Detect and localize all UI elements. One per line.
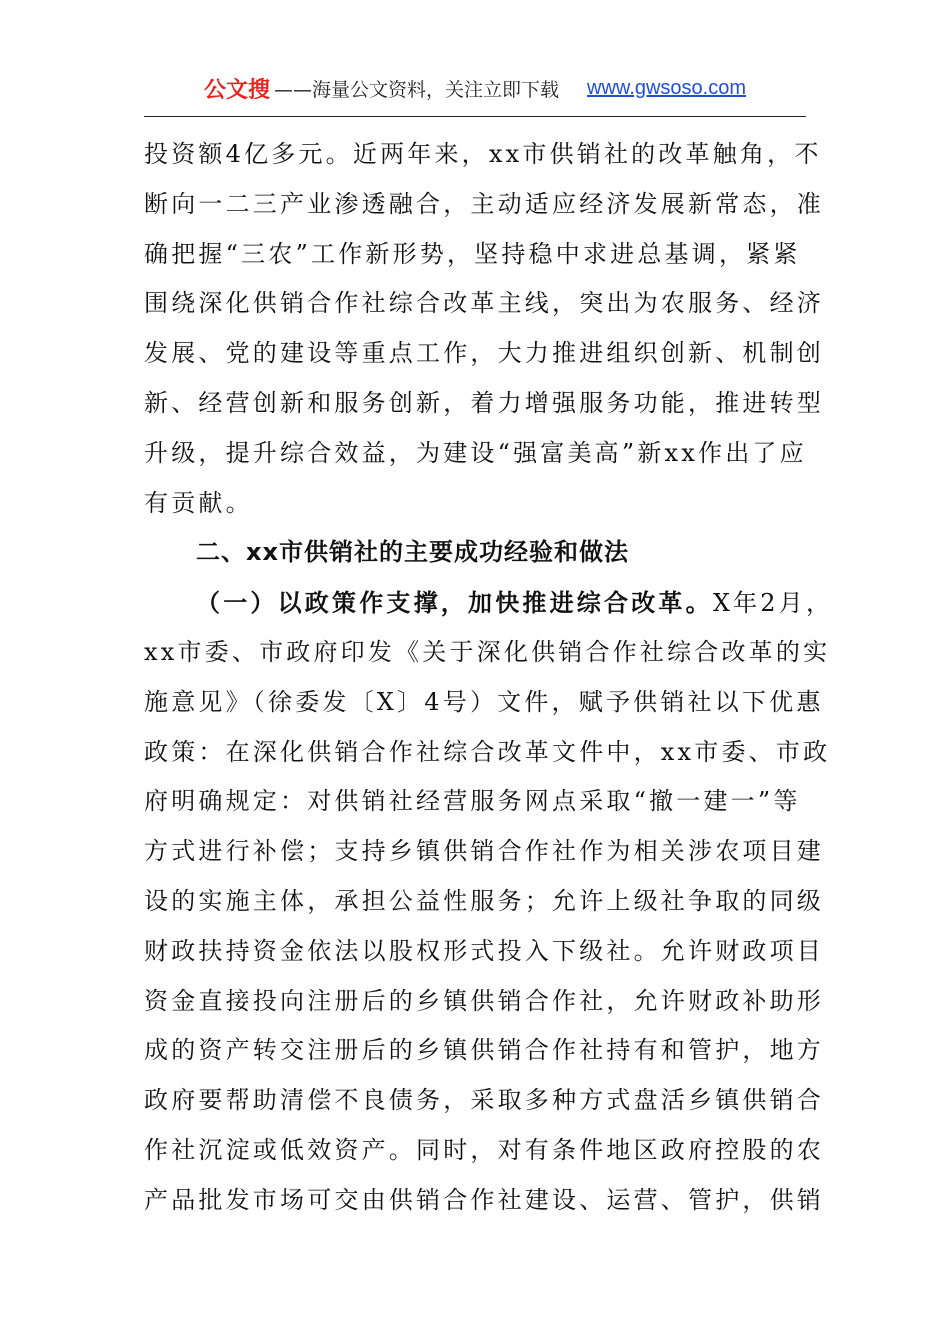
para2-line: 资金直接投向注册后的乡镇供销合作社，允许财政补助形 bbox=[144, 986, 824, 1015]
subsection-title: （一）以政策作支撑，加快推进综合改革。 bbox=[196, 588, 713, 618]
para2-line: 产品批发市场可交由供销合作社建设、运营、管护，供销 bbox=[144, 1185, 824, 1214]
para2-line: 设的实施主体，承担公益性服务；允许上级社争取的同级 bbox=[144, 886, 824, 915]
para2-line: 府明确规定：对供销社经营服务网点采取“撤一建一”等 bbox=[144, 787, 801, 816]
para1-line: 新、经营创新和服务创新，着力增强服务功能，推进转型 bbox=[144, 388, 824, 417]
para2-line: 作社沉淀或低效资产。同时，对有条件地区政府控股的农 bbox=[144, 1135, 824, 1164]
website-link[interactable]: www.gwsoso.com bbox=[587, 76, 746, 99]
section-heading: 二、xx市供销社的主要成功经验和做法 bbox=[196, 538, 629, 567]
document-body bbox=[144, 130, 834, 1226]
subsection-first-line bbox=[144, 578, 834, 628]
subsection-first-tail: X年2月， bbox=[712, 589, 834, 618]
para2-line: 成的资产转交注册后的乡镇供销合作社持有和管护，地方 bbox=[144, 1036, 824, 1065]
para1-line: 升级，提升综合效益，为建设“强富美高”新xx作出了应 bbox=[144, 438, 807, 467]
para2-line: 财政扶持资金依法以股权形式投入下级社。允许财政项目 bbox=[144, 936, 824, 965]
para1-line: 发展、党的建设等重点工作，大力推进组织创新、机制创 bbox=[144, 339, 824, 368]
header-tagline: ——海量公文资料，关注立即下载 bbox=[274, 78, 560, 101]
para2-line: xx市委、市政府印发《关于深化供销合作社综合改革的实 bbox=[144, 637, 831, 666]
para1-line: 确把握“三农”工作新形势，坚持稳中求进总基调，紧紧 bbox=[144, 239, 801, 268]
para2-line: 施意见》（徐委发〔X〕4号）文件，赋予供销社以下优惠 bbox=[144, 687, 824, 716]
page-header bbox=[144, 72, 806, 104]
brand-logo-text: 公文搜 bbox=[204, 77, 271, 103]
para1-line: 有贡献。 bbox=[144, 488, 253, 517]
para1-line: 围绕深化供销合作社综合改革主线，突出为农服务、经济 bbox=[144, 289, 824, 318]
para2-line: 方式进行补偿；支持乡镇供销合作社作为相关涉农项目建 bbox=[144, 837, 824, 866]
para2-line: 政府要帮助清偿不良债务，采取多种方式盘活乡镇供销合 bbox=[144, 1086, 824, 1115]
para2-line: 政策：在深化供销合作社综合改革文件中，xx市委、市政 bbox=[144, 737, 831, 766]
header-divider bbox=[144, 116, 806, 117]
para1-line: 投资额4亿多元。近两年来，xx市供销社的改革触角，不 bbox=[144, 140, 822, 168]
para1-line: 断向一二三产业渗透融合，主动适应经济发展新常态，准 bbox=[144, 189, 824, 218]
